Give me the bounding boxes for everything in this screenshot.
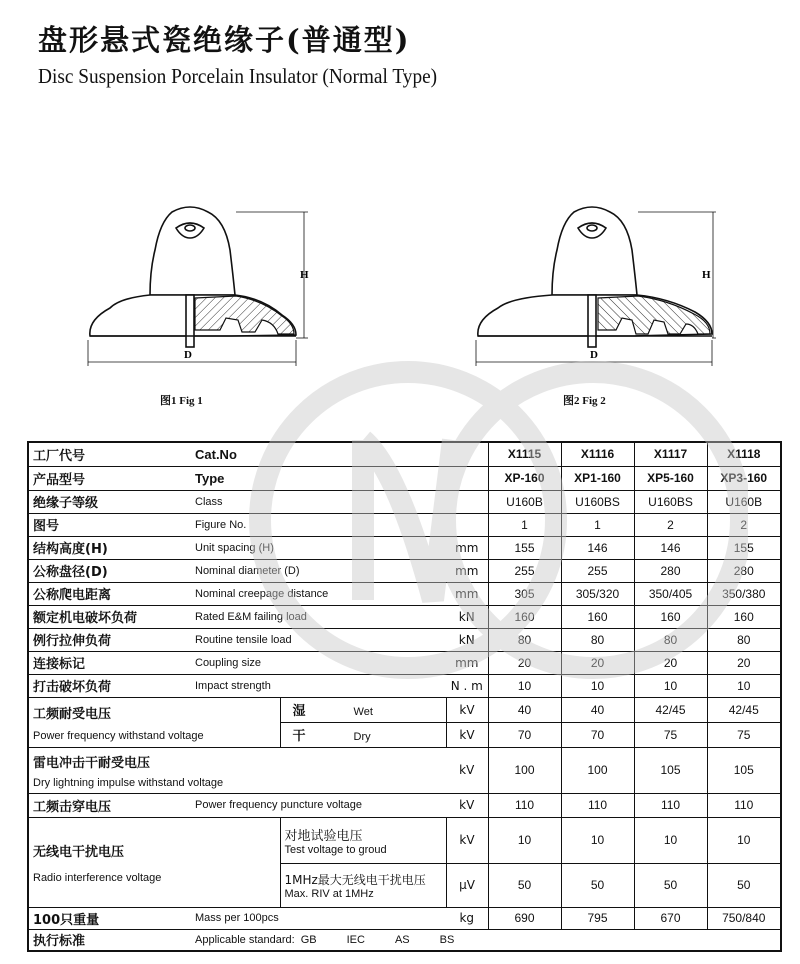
value-cell: 110	[587, 798, 608, 812]
figure-2-h-label: H	[702, 269, 711, 281]
table-cell	[707, 722, 781, 747]
table-cell	[488, 722, 561, 747]
value-cell: 50	[737, 878, 751, 892]
table-row	[28, 513, 781, 536]
unit-cell	[446, 628, 488, 651]
value-cell: 670	[660, 911, 681, 925]
unit-cell	[446, 651, 488, 674]
row-label-en: Rated E&M failing load	[195, 610, 307, 623]
row-label-en: Dry lightning impulse withstand voltage	[33, 776, 224, 789]
table-cell	[707, 442, 781, 466]
max-riv-cn: 1MHz最大无线电干扰电压	[284, 872, 426, 887]
row-label-cn: 公称爬电距离	[33, 588, 112, 603]
row-label	[28, 490, 446, 513]
value-cell: 1	[594, 517, 601, 532]
value-cell: 690	[514, 911, 535, 925]
table-cell	[634, 582, 707, 605]
table-cell	[561, 817, 634, 863]
value-cell: 70	[517, 727, 532, 742]
value-cell: XP3-160	[720, 471, 768, 485]
table-cell	[561, 536, 634, 559]
table-cell	[634, 722, 707, 747]
value-cell: 2	[667, 517, 674, 532]
table-cell	[707, 747, 781, 793]
value-cell: 10	[663, 833, 678, 847]
standard-item: AS	[394, 933, 410, 946]
table-cell	[707, 628, 781, 651]
table-cell	[488, 628, 561, 651]
value-cell: 10	[590, 678, 605, 693]
row-label	[28, 442, 446, 466]
table-cell	[707, 605, 781, 628]
table-cell	[634, 628, 707, 651]
value-cell: 42/45	[655, 702, 686, 717]
unit-cell	[446, 747, 488, 793]
table-cell	[488, 817, 561, 863]
wet-label-cn: 湿	[292, 704, 306, 719]
table-row	[28, 907, 781, 929]
row-label-cn: 雷电冲击干耐受电压	[33, 755, 151, 771]
table-cell	[561, 697, 634, 722]
value-cell: 305/320	[575, 586, 620, 601]
value-cell: 105	[660, 763, 681, 777]
row-label-cn: 结构高度(H)	[33, 542, 108, 557]
value-cell: 10	[517, 678, 532, 693]
value-cell: 10	[517, 833, 532, 847]
value-cell: 80	[737, 632, 751, 647]
unit-cell	[446, 605, 488, 628]
table-cell	[634, 559, 707, 582]
value-cell: 42/45	[728, 702, 759, 717]
row-label-cn: 连接标记	[33, 657, 86, 672]
row-label-en: Figure No.	[195, 518, 247, 531]
unit-cell	[446, 582, 488, 605]
row-label-en: Power frequency puncture voltage	[195, 799, 362, 811]
page-title-chinese: 盘形悬式瓷绝缘子(普通型)	[38, 23, 411, 57]
unit-label: kV	[459, 702, 475, 717]
table-cell	[634, 466, 707, 490]
table-cell	[488, 697, 561, 722]
value-cell: 80	[663, 632, 678, 647]
value-cell: 160	[587, 609, 608, 624]
row-label-cn: 工频击穿电压	[33, 799, 112, 815]
value-cell: 280	[733, 563, 754, 578]
test-voltage-cn: 对地试验电压	[284, 828, 363, 844]
unit-label: kg	[459, 911, 475, 925]
figure-2-drawing	[476, 207, 716, 366]
table-row	[28, 674, 781, 697]
table-cell	[707, 674, 781, 697]
unit-cell	[446, 793, 488, 817]
table-cell	[561, 907, 634, 929]
row-label	[28, 628, 446, 651]
row-label	[28, 559, 446, 582]
value-cell: 160	[514, 609, 535, 624]
table-row	[28, 929, 781, 951]
value-cell: 20	[663, 655, 678, 670]
table-cell	[561, 513, 634, 536]
value-cell: 110	[660, 798, 681, 812]
table-cell	[707, 582, 781, 605]
row-label-en: Type	[195, 470, 225, 486]
value-cell: 50	[663, 878, 678, 892]
value-cell: 100	[587, 763, 608, 777]
value-cell: 160	[660, 609, 681, 624]
table-row	[28, 536, 781, 559]
dry-label-cn: 干	[292, 729, 306, 744]
row-label-en: Impact strength	[195, 679, 271, 692]
table-cell	[561, 747, 634, 793]
row-label-en: Routine tensile load	[195, 633, 292, 646]
unit-cell	[446, 559, 488, 582]
row-label-cn: 无线电干扰电压	[33, 844, 125, 860]
row-label-cn: 100只重量	[33, 912, 100, 928]
table-row	[28, 793, 781, 817]
value-cell: 350/405	[648, 586, 693, 601]
value-cell: 75	[737, 727, 751, 742]
table-cell	[561, 582, 634, 605]
table-cell	[634, 863, 707, 907]
value-cell: U160B	[506, 494, 543, 509]
table-cell	[707, 817, 781, 863]
specifications-table	[27, 441, 782, 952]
row-label-cn: 例行拉伸负荷	[33, 634, 112, 649]
value-cell: U160BS	[648, 494, 693, 509]
unit-label: N . m	[450, 678, 483, 693]
value-cell: 70	[590, 727, 605, 742]
value-cell: 155	[514, 540, 535, 555]
row-label-cn: 产品型号	[33, 472, 86, 488]
table-cell	[488, 793, 561, 817]
row-label	[28, 674, 446, 697]
value-cell: 75	[663, 727, 678, 742]
table-row	[28, 747, 781, 793]
row-label-en: Unit spacing (H)	[195, 541, 274, 554]
row-label	[28, 907, 446, 929]
unit-label: mm	[455, 540, 479, 555]
table-row	[28, 697, 781, 722]
value-cell: X1116	[580, 447, 615, 462]
table-row	[28, 442, 781, 466]
figure-1-d-label: D	[184, 349, 192, 361]
value-cell: 20	[737, 655, 751, 670]
table-cell	[634, 907, 707, 929]
value-cell: 10	[737, 833, 751, 847]
row-label-en: Power frequency withstand voltage	[33, 729, 204, 742]
table-cell	[561, 863, 634, 907]
test-voltage-en: Test voltage to groud	[284, 843, 387, 856]
row-label	[28, 697, 280, 747]
value-cell: U160BS	[575, 494, 620, 509]
table-cell	[488, 863, 561, 907]
value-cell: 10	[590, 833, 605, 847]
unit-label: kV	[459, 763, 475, 777]
page-title-english: Disc Suspension Porcelain Insulator (Normal Type)	[38, 64, 438, 88]
table-cell	[707, 863, 781, 907]
table-row	[28, 466, 781, 490]
table-cell	[634, 747, 707, 793]
standard-item: GB	[300, 933, 317, 946]
value-cell: 110	[734, 798, 754, 812]
table-cell	[561, 674, 634, 697]
row-label	[28, 513, 446, 536]
value-cell: 305	[514, 586, 535, 601]
value-cell: 20	[590, 655, 605, 670]
value-cell: 155	[733, 540, 754, 555]
table-cell	[488, 559, 561, 582]
table-cell	[488, 466, 561, 490]
table-cell	[561, 442, 634, 466]
table-cell	[634, 490, 707, 513]
table-cell	[561, 722, 634, 747]
table-cell	[488, 490, 561, 513]
value-cell: 280	[660, 563, 681, 578]
table-cell	[707, 490, 781, 513]
table-cell	[561, 628, 634, 651]
value-cell: XP-160	[504, 471, 545, 485]
row-label	[28, 466, 446, 490]
row-label-en: Mass per 100pcs	[195, 912, 279, 924]
table-cell	[634, 697, 707, 722]
table-cell	[561, 605, 634, 628]
row-label	[28, 582, 446, 605]
unit-cell	[446, 674, 488, 697]
unit-cell	[446, 722, 488, 747]
table-cell	[707, 793, 781, 817]
table-cell	[488, 605, 561, 628]
unit-cell	[446, 536, 488, 559]
table-cell	[561, 490, 634, 513]
value-cell: 750/840	[722, 911, 766, 925]
row-label	[28, 605, 446, 628]
wet-label-en: Wet	[353, 706, 373, 718]
unit-label: kV	[459, 833, 475, 847]
table-row	[28, 490, 781, 513]
table-cell	[488, 442, 561, 466]
unit-cell	[446, 863, 488, 907]
unit-cell	[446, 907, 488, 929]
sub-label	[280, 697, 446, 722]
standard-item: IEC	[346, 933, 365, 946]
unit-cell	[446, 513, 488, 536]
row-label-en: Nominal diameter (D)	[195, 564, 300, 577]
table-cell	[488, 747, 561, 793]
table-cell	[634, 793, 707, 817]
value-cell: XP5-160	[647, 471, 694, 485]
insulator-drawings	[0, 190, 800, 390]
unit-cell	[446, 697, 488, 722]
table-row	[28, 651, 781, 674]
row-label-cn: 执行标准	[33, 934, 86, 950]
unit-cell	[446, 490, 488, 513]
unit-label: kN	[458, 609, 475, 624]
row-label-en: Class	[195, 495, 223, 508]
row-label-cn: 公称盘径(D)	[33, 565, 108, 580]
row-label-cn: 绝缘子等级	[33, 496, 99, 511]
unit-cell	[446, 442, 488, 466]
value-cell: 255	[514, 563, 535, 578]
row-label-en: Coupling size	[195, 656, 262, 669]
row-label	[28, 793, 446, 817]
row-label-en: Nominal creepage distance	[195, 587, 329, 600]
value-cell: X1115	[507, 447, 542, 462]
table-cell	[488, 536, 561, 559]
value-cell: 160	[733, 609, 754, 624]
row-label	[28, 651, 446, 674]
table-row	[28, 817, 781, 863]
table-row	[28, 559, 781, 582]
figure-1-h-label: H	[300, 269, 309, 281]
value-cell: 146	[587, 540, 608, 555]
value-cell: 80	[517, 632, 532, 647]
row-label-en: Cat.No	[195, 446, 237, 462]
value-cell: 1	[521, 517, 528, 532]
value-cell: 50	[517, 878, 532, 892]
value-cell: 350/380	[722, 586, 766, 601]
value-cell: X1118	[727, 447, 761, 462]
table-cell	[707, 559, 781, 582]
row-label-cn: 图号	[33, 519, 60, 534]
row-label	[28, 747, 446, 793]
unit-label: mm	[455, 655, 479, 670]
table-cell	[561, 793, 634, 817]
table-cell	[561, 651, 634, 674]
table-cell	[561, 466, 634, 490]
table-cell	[634, 674, 707, 697]
figure-1-drawing	[88, 207, 308, 366]
unit-label: mm	[455, 586, 479, 601]
unit-cell	[446, 466, 488, 490]
table-cell	[488, 513, 561, 536]
table-cell	[488, 651, 561, 674]
unit-label: kV	[459, 798, 475, 812]
row-label	[28, 817, 280, 907]
unit-label: kN	[458, 632, 475, 647]
table-row	[28, 582, 781, 605]
table-cell	[707, 697, 781, 722]
table-cell	[634, 513, 707, 536]
value-cell: 100	[514, 763, 535, 777]
row-label	[28, 536, 446, 559]
value-cell: 40	[517, 702, 532, 717]
table-cell	[561, 559, 634, 582]
row-label-cn: 打击破坏负荷	[33, 680, 112, 695]
table-cell	[634, 605, 707, 628]
standard-item: BS	[439, 933, 455, 946]
row-label-cn: 额定机电破坏负荷	[33, 611, 138, 626]
sub-label	[280, 863, 446, 907]
value-cell: 105	[733, 763, 754, 777]
value-cell: 20	[517, 655, 532, 670]
table-cell	[488, 582, 561, 605]
unit-label: mm	[455, 563, 479, 578]
table-row	[28, 605, 781, 628]
value-cell: 10	[663, 678, 678, 693]
value-cell: X1117	[653, 447, 688, 462]
table-cell	[707, 536, 781, 559]
value-cell: U160B	[725, 494, 763, 509]
max-riv-en: Max. RIV at 1MHz	[284, 887, 374, 900]
table-cell	[488, 674, 561, 697]
unit-cell	[446, 817, 488, 863]
row-label-en: Radio interference voltage	[33, 871, 162, 884]
value-cell: 795	[587, 911, 608, 925]
row-label-cn: 工厂代号	[33, 448, 86, 464]
table-cell	[634, 817, 707, 863]
figure-1-caption: 图1 Fig 1	[160, 395, 203, 407]
value-cell: 80	[590, 632, 605, 647]
value-cell: 50	[590, 878, 605, 892]
table-cell	[707, 651, 781, 674]
value-cell: 255	[587, 563, 608, 578]
table-cell	[707, 513, 781, 536]
table-cell	[707, 466, 781, 490]
row-label-en: Applicable standard:	[195, 933, 295, 946]
value-cell: 110	[514, 798, 535, 812]
value-cell: 10	[737, 678, 751, 693]
value-cell: 146	[660, 540, 681, 555]
table-cell	[488, 907, 561, 929]
value-cell: 40	[590, 702, 605, 717]
table-row	[28, 628, 781, 651]
table-cell	[634, 442, 707, 466]
value-cell: 2	[740, 517, 748, 532]
table-cell	[634, 651, 707, 674]
value-cell: XP1-160	[574, 471, 621, 485]
unit-label: μV	[459, 878, 475, 892]
figure-2-d-label: D	[590, 349, 598, 361]
row-label-cn: 工频耐受电压	[33, 706, 112, 722]
unit-label: kV	[459, 727, 475, 742]
sub-label	[280, 722, 446, 747]
sub-label	[280, 817, 446, 863]
table-cell	[634, 536, 707, 559]
dry-label-en: Dry	[353, 731, 371, 743]
table-cell	[707, 907, 781, 929]
figure-2-caption: 图2 Fig 2	[563, 395, 606, 407]
standard-row	[28, 929, 781, 951]
